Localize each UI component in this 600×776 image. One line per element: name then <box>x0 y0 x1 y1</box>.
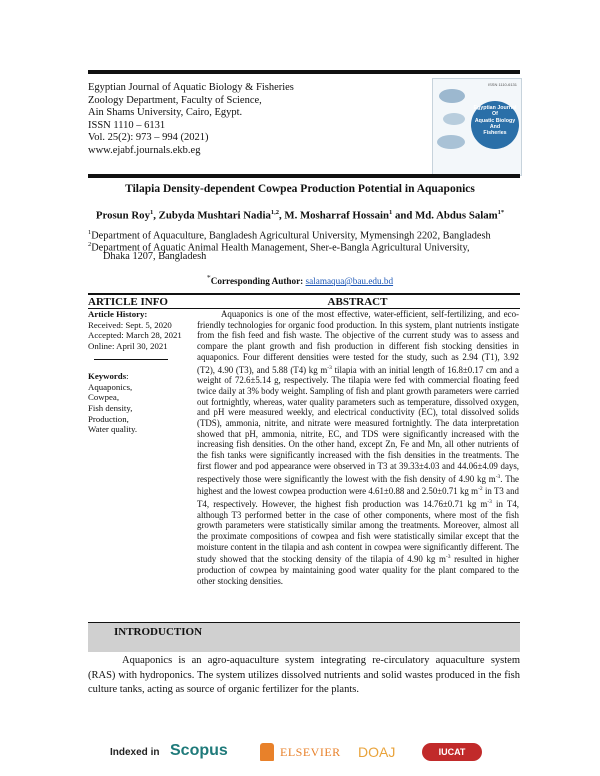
abstract-heading: ABSTRACT <box>327 296 388 308</box>
author-name: M. Mosharraf Hossain <box>284 209 390 222</box>
journal-cover-image <box>432 78 522 176</box>
elsevier-logo[interactable]: ELSEVIER <box>280 745 341 759</box>
journal-info <box>88 82 388 158</box>
author-list: Prosun Roy$^1$, Zubyda Mushtari Nadia$^{1,2}$, M. Mosharraf Hossain$^1$ and Md. Abdus Salam$^{1*}$ <box>95 209 505 222</box>
online-date: Online: April 30, 2021 <box>88 341 168 352</box>
affiliation-2-cont: Dhaka 1207, Bangladesh <box>103 251 207 262</box>
fish-icon <box>439 89 465 103</box>
received-date: Received: Sept. 5, 2020 <box>88 319 172 330</box>
cover-issn: ISSN 1110-6131 <box>488 82 517 87</box>
article-info-heading: ARTICLE INFO <box>88 296 168 308</box>
introduction-paragraph: Aquaponics is an agro-aquaculture system integrating re-circulatory aquaculture system (RAS) with hydroponics. The system utilizes dissolved nutrients and solid wastes produced in the fish culture tanks, acting as source of organic fertilizer for the plants. <box>88 655 520 696</box>
keyword: Cowpea, <box>88 392 120 403</box>
accepted-date: Accepted: March 28, 2021 <box>88 330 182 341</box>
info-top-rule <box>88 293 520 295</box>
introduction-heading: INTRODUCTION <box>114 626 203 638</box>
author-name: Prosun Roy <box>95 209 150 222</box>
iucat-logo[interactable]: IUCAT <box>422 743 482 761</box>
keyword: Water quality. <box>88 424 138 435</box>
email-link[interactable]: salamaqua@bau.edu.bd <box>305 276 394 287</box>
indexed-label: Indexed in <box>110 747 160 758</box>
affiliation-1: $^1$Department of Aquaculture, Bangladesh Agricultural University, Mymensingh 2202, Bangladesh <box>88 229 491 242</box>
fish-icon <box>443 113 465 125</box>
article-history-label: Article History: <box>88 309 148 319</box>
cover-title: Egyptian Journal Of Aquatic Biology And Fisheries <box>473 105 517 137</box>
keyword: Fish density, <box>88 402 133 413</box>
intro-top-rule <box>88 622 520 623</box>
abstract-text: Aquaponics is one of the most effective, water-efficient, self-fertilizing, and eco-friendly technologies for organic food production. In this system, plant nutrients instigate from the fish feed and fish waste. The objective of the current study was to assess and compare the plant growth and fish production in different fish stocking densities in aquaponics. Four different densities were tested for the study, such as 2.94 (T1), 3.92 (T2), 4.90 (T3), and 5.88 (T4) kg $m^{-3}$ tilapia with an initial length of 16.8±0.17 cm and a weight of 72.6±5.14 g, respectively. The tilapia were fed with commercial floating feed twice daily at 3% body weight. Sampling of fish and plant growth parameters were carried out fortnightly, whereas, water quality parameters such as temperature, dissolved oxygen, and pH were measured weekly, and electrical conductivity (EC), total dissolved solids (TDS), ammonia, nitrite, and nitrate were measured fortnightly. The data interpretation showed that pH, ammonia, nitrite, EC, and TDS were significantly increased with the increasing fish densities. On the other hand, except Zn, Fe and Mn, all other nutrients of the fish tanks were significantly increased with the fish densities in the treatments. The first flower and pod appearance were observed in T3 at 39.33±4.03 and 44.06±4.09 days, respectively those were significantly the lowest with the fish density of 4.90 kg $m^{-3}$. The highest and the lowest cowpea production were 4.61±0.88 and 2.50±0.71 kg $m^{-2}$ in T3 and T4, respectively. However, the highest fish production was 14.76±0.71 kg $m^{-3}$ in T4, although T3 performed better in the case of other components, where most of the fish growth parameters were statistically similar among the treatments. Moreover, almost all the proximate compositions of cowpea and fish were statistically similar except that the moisture content in the tilapia and ash content in cowpea were significantly different. The study showed that the stocking density of the tilapia of 4.90 kg $m^{-3}$ resulted in higher production of cowpea by maintaining good water quality for the plant compared to the other stocking densities. <box>197 309 520 586</box>
indexing-footer <box>110 742 490 766</box>
article-info <box>88 309 200 435</box>
paper-title: Tilapia Density-dependent Cowpea Production Potential in Aquaponics <box>125 183 475 195</box>
fish-icon <box>437 135 465 149</box>
header-bottom-rule <box>88 174 520 178</box>
journal-line: Zoology Department, Faculty of Science, <box>88 94 262 106</box>
header-top-rule <box>88 70 520 74</box>
elsevier-tree-icon <box>260 743 274 761</box>
journal-line: Vol. 25(2): 973 – 994 (2021) <box>88 132 209 144</box>
info-divider <box>94 359 168 360</box>
journal-line: ISSN 1110 – 6131 <box>88 119 166 131</box>
keywords-label: Keywords: <box>88 370 129 381</box>
affiliation-2: $^2$Department of Aquatic Animal Health Management, Sher-e-Bangla Agricultural University, <box>88 241 470 254</box>
journal-line: Egyptian Journal of Aquatic Biology & Fisheries <box>88 82 294 93</box>
journal-line: Ain Shams University, Cairo, Egypt. <box>88 107 243 119</box>
scopus-logo[interactable]: Scopus <box>170 742 228 759</box>
journal-url: www.ejabf.journals.ekb.eg <box>88 144 201 156</box>
doaj-logo[interactable]: DOAJ <box>358 744 396 760</box>
keyword: Production, <box>88 413 129 424</box>
author-name: Md. Abdus Salam <box>415 209 498 222</box>
author-name: Zubyda Mushtari Nadia <box>158 209 271 222</box>
keyword: Aquaponics, <box>88 381 133 392</box>
corresponding-author: *Corresponding Author: salamaqua@bau.edu.bd <box>206 273 394 287</box>
